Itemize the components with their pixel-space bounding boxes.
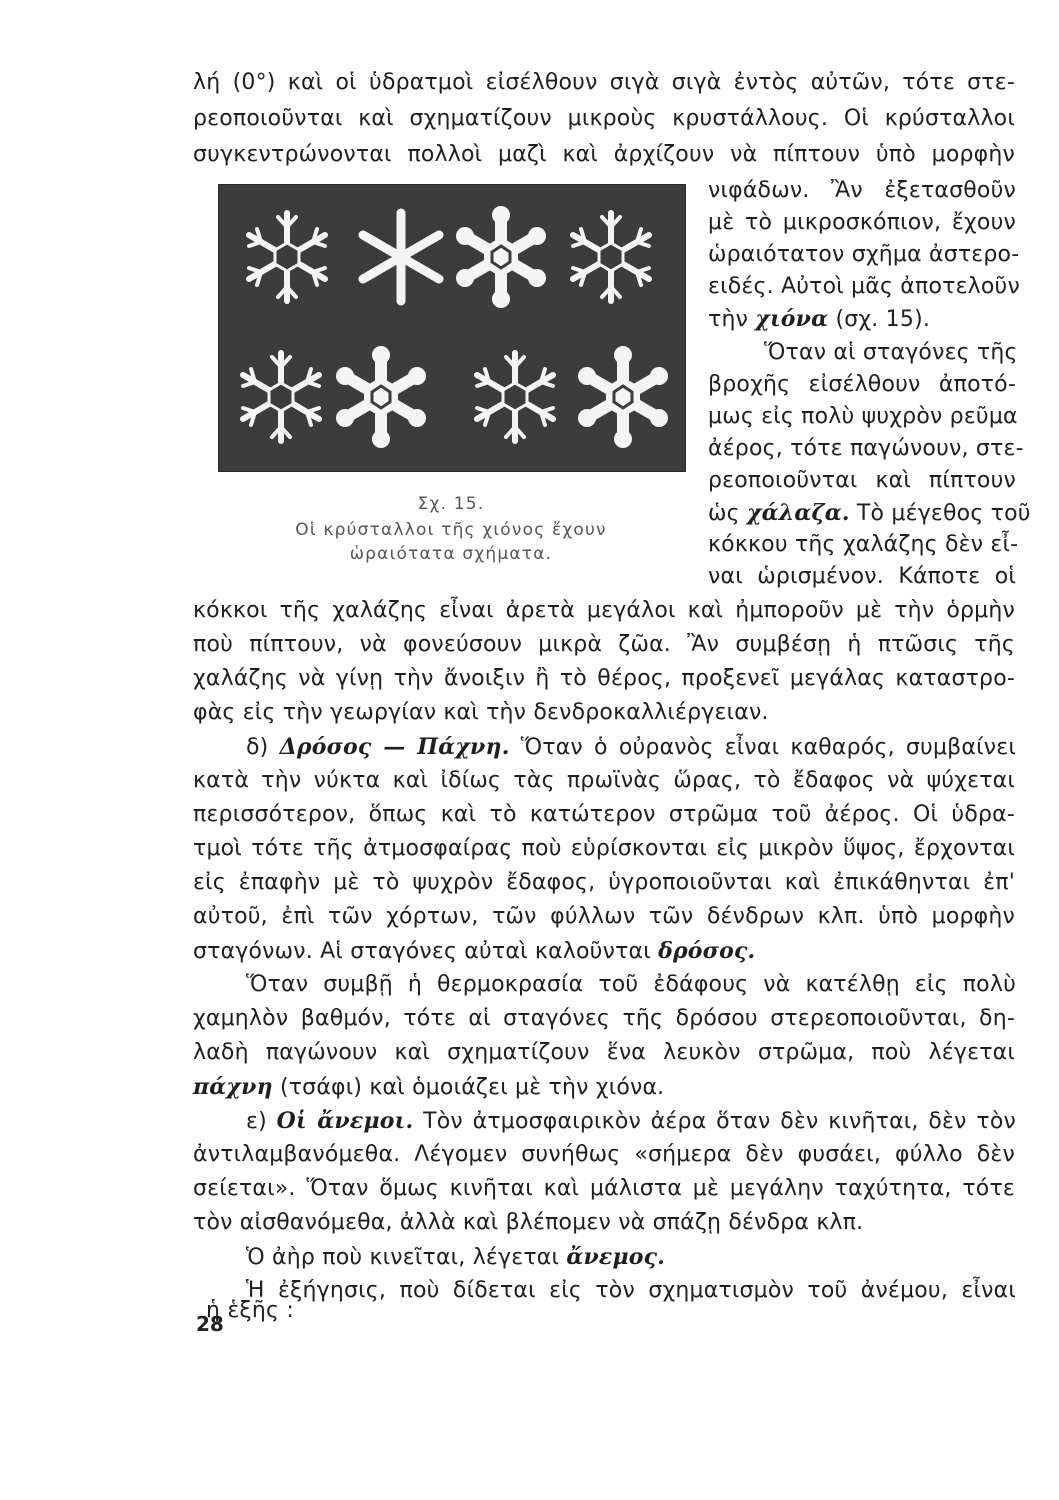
text-line: σείεται». Ὅταν ὅμως κινῆται καὶ μάλιστα μὲ μεγάλην ταχύτητα, τότε	[193, 1176, 1015, 1201]
section-heading-winds: Οἱ ἄνεμοι.	[276, 1108, 414, 1134]
text-line: εἰς ἐπαφὴν μὲ τὸ ψυχρὸν ἔδαφος, ὑγροποιοῦνται καὶ ἐπικάθηνται ἐπ'	[193, 870, 1015, 895]
text-line: μως εἰς πολὺ ψυχρὸν ρεῦμα	[708, 404, 1018, 429]
term-frost: πάχνη	[193, 1074, 273, 1100]
snowflake-figure	[218, 184, 686, 472]
text-line: περισσότερον, ὅπως καὶ τὸ κατώτερον στρῶμα τοῦ ἀέρος. Οἱ ὑδρα-	[193, 802, 1015, 827]
figure-caption: ὡραιότατα σχήματα.	[349, 544, 553, 564]
text-line: νιφάδων. Ἂν ἐξετασθοῦν	[708, 178, 1016, 203]
text-line: χαλάζης νὰ γίνῃ τὴν ἄνοιξιν ἢ τὸ θέρος, προξενεῖ μεγάλας καταστρο-	[193, 666, 1015, 691]
snowflakes-illustration	[219, 185, 685, 471]
term-hail: χάλαζα.	[746, 500, 850, 526]
text-line: Ἡ ἐξήγησις, ποὺ δίδεται εἰς τὸν σχηματισμὸν τοῦ ἀνέμου, εἶναι	[246, 1278, 1016, 1303]
text-line: χαμηλὸν βαθμόν, τότε αἱ σταγόνες τῆς δρόσου στερεοποιοῦνται, δη-	[193, 1006, 1015, 1031]
text-line: ειδές. Αὐτοὶ μᾶς ἀποτελοῦν	[708, 274, 1020, 299]
text-line: συγκεντρώνονται πολλοὶ μαζὶ καὶ ἀρχίζουν νὰ πίπτουν ὑπὸ μορφὴν	[193, 142, 1015, 167]
text-line: σταγόνων. Αἱ σταγόνες αὐταὶ καλοῦνται δρόσος.	[193, 938, 756, 964]
text-line: κόκκου τῆς χαλάζης δὲν εἶ-	[708, 532, 1019, 557]
figure-caption-number: Σχ. 15.	[417, 494, 485, 514]
text-line: κόκκοι τῆς χαλάζης εἶναι ἀρετὰ μεγάλοι καὶ ἠμποροῦν μὲ τὴν ὁρμὴν	[193, 598, 1015, 623]
text-line: Ὅταν συμβῇ ἡ θερμοκρασία τοῦ ἐδάφους νὰ κατέλθῃ εἰς πολὺ	[246, 972, 1016, 997]
section-heading-line: δ) Δρόσος — Πάχνη. Ὅταν ὁ οὐρανὸς εἶναι καθαρός, συμβαίνει	[246, 734, 1016, 760]
term-dew: δρόσος.	[658, 938, 756, 964]
text-line: ἀντιλαμβανόμεθα. Λέγομεν συνήθως «σήμερα δὲν φυσάει, φύλλο δὲν	[193, 1142, 1015, 1167]
text-line: μὲ τὸ μικροσκόπιον, ἔχουν	[708, 210, 1016, 235]
text-line: βροχῆς εἰσέλθουν ἀποτό-	[708, 372, 1016, 397]
text-line: λή (0°) καὶ οἱ ὑδρατμοὶ εἰσέλθουν σιγὰ σιγὰ ἐντὸς αὐτῶν, τότε στε-	[193, 70, 1015, 95]
text-line: ναι ὡρισμένον. Κάποτε οἱ	[708, 564, 1016, 589]
text-line: κατὰ τὴν νύκτα καὶ ἰδίως τὰς πρωϊνὰς ὥρας, τὸ ἔδαφος νὰ ψύχεται	[193, 768, 1015, 793]
section-heading-line: ε) Οἱ ἄνεμοι. Τὸν ἀτμοσφαιρικὸν ἀέρα ὅταν δὲν κινῆται, δὲν τὸν	[246, 1108, 1016, 1134]
text-line: αὐτοῦ, ἐπὶ τῶν χόρτων, τῶν φύλλων τῶν δένδρων κλπ. ὑπὸ μορφὴν	[193, 904, 1015, 929]
section-heading-dew-frost: Δρόσος — Πάχνη.	[279, 734, 510, 760]
text-line: τὴν χιόνα (σχ. 15).	[708, 306, 931, 332]
text-line: Ὅταν αἱ σταγόνες τῆς	[764, 340, 1018, 365]
text-line: ὡς χάλαζα. Τὸ μέγεθος τοῦ	[708, 500, 1031, 526]
text-line: ποὺ πίπτουν, νὰ φονεύσουν μικρὰ ζῶα. Ἂν συμβέσῃ ἡ πτῶσις τῆς	[193, 632, 1015, 657]
text-line: Ὁ ἀὴρ ποὺ κινεῖται, λέγεται ἄνεμος.	[246, 1244, 666, 1270]
text-line: τὸν αἰσθανόμεθα, ἀλλὰ καὶ βλέπομεν νὰ σπάζῃ δένδρα κλπ.	[193, 1210, 864, 1235]
text-line: τμοὶ τότε τῆς ἀτμοσφαίρας ποὺ εὑρίσκονται εἰς μικρὸν ὕψος, ἔρχονται	[193, 836, 1015, 861]
text-line: ἀέρος, τότε παγώνουν, στε-	[708, 436, 1024, 461]
text-line: ρεοποιοῦνται καὶ σχηματίζουν μικροὺς κρυστάλλους. Οἱ κρύσταλλοι	[193, 106, 1015, 131]
text-line: ὡραιότατον σχῆμα ἀστερο-	[708, 242, 1020, 267]
term-wind: ἄνεμος.	[566, 1244, 666, 1270]
text-line: ἡ ἑξῆς :	[206, 1298, 294, 1323]
text-line: λαδὴ παγώνουν καὶ σχηματίζουν ἕνα λευκὸν στρῶμα, ποὺ λέγεται	[193, 1040, 1015, 1065]
text-line: ρεοποιοῦνται καὶ πίπτουν	[708, 468, 1016, 493]
page-number: 28	[196, 1312, 224, 1336]
text-line: πάχνη (τσάφι) καὶ ὁμοιάζει μὲ τὴν χιόνα.	[193, 1074, 665, 1100]
term-snow: χιόνα	[755, 306, 829, 332]
figure-caption: Οἱ κρύσταλλοι τῆς χιόνος ἔχουν	[295, 520, 607, 540]
text-line: φὰς εἰς τὴν γεωργίαν καὶ τὴν δενδροκαλλιέργειαν.	[193, 700, 769, 725]
